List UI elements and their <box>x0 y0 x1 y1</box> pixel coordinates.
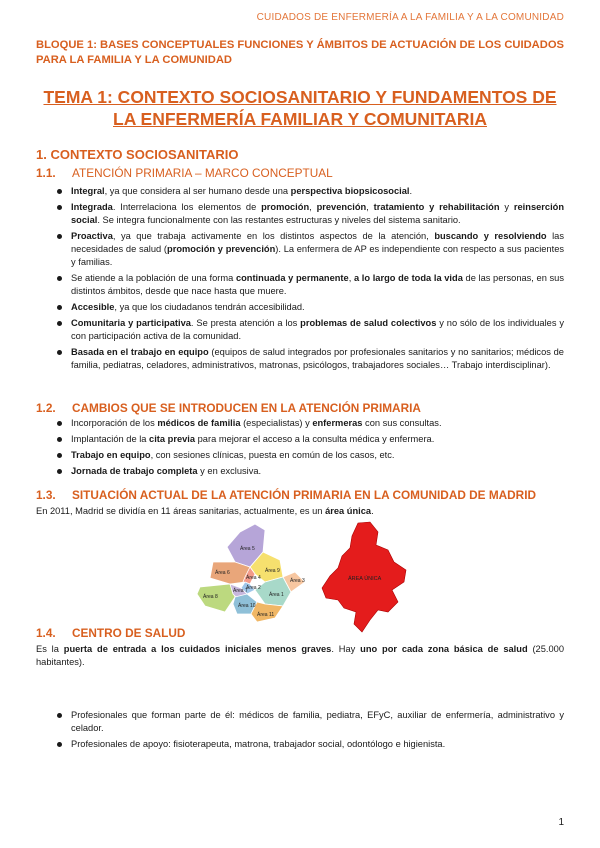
map-label: Área 7 <box>233 588 248 594</box>
list-item <box>56 230 564 269</box>
list-item <box>56 417 564 430</box>
text-run: y no sólo de los individuales y con participación activa de la comunidad. <box>71 318 564 341</box>
s14-list <box>56 709 564 754</box>
list-item <box>56 201 564 227</box>
list-item <box>56 185 564 198</box>
section-number: 1.1. <box>36 166 56 180</box>
text-run: área única <box>325 506 372 516</box>
text-run: enfermeras <box>312 418 363 428</box>
text-run: y <box>499 202 514 212</box>
map-label: Área 1 <box>269 592 284 598</box>
text-run: Profesionales que forman parte de él: médicos de familia, pediatra, EFyC, auxiliar de enfermería, administrativo y celador. <box>71 710 564 733</box>
list-item <box>56 465 564 478</box>
list-item <box>56 449 564 462</box>
section-title: SITUACIÓN ACTUAL DE LA ATENCIÓN PRIMARIA EN LA COMUNIDAD DE MADRID <box>72 488 536 502</box>
text-run: perspectiva biopsicosocial <box>290 186 410 196</box>
text-run: . <box>409 186 413 196</box>
section-1-heading: 1. CONTEXTO SOCIOSANITARIO <box>36 147 239 162</box>
map-label: Área 11 <box>257 612 275 618</box>
text-run: buscando y resolviendo <box>434 231 547 241</box>
text-run: reinserción social <box>71 202 565 225</box>
text-run: Basada en el trabajo en equipo <box>71 347 209 357</box>
text-run: Profesionales de apoyo: fisioterapeuta, matrona, trabajador social, odontólogo e higienista. <box>71 739 446 749</box>
text-run: continuada y permanente <box>235 273 349 283</box>
s11-list <box>56 185 564 375</box>
text-run: . <box>371 506 374 516</box>
text-run: (especialistas) y <box>240 418 313 428</box>
map-label: Área 8 <box>203 594 218 600</box>
madrid-single-area-map <box>318 520 410 635</box>
text-run: , con sesiones clínicas, puesta en común de los casos, etc. <box>150 450 395 460</box>
section-title: ATENCIÓN PRIMARIA – MARCO CONCEPTUAL <box>72 166 333 180</box>
map-label: Área 3 <box>290 578 305 584</box>
text-run: promoción <box>261 202 310 212</box>
list-item <box>56 272 564 298</box>
text-run: Accesible <box>71 302 115 312</box>
map-label: Área 6 <box>215 570 230 576</box>
text-run: Incorporación de los <box>71 418 158 428</box>
text-run: para mejorar el acceso a la consulta médica y enfermera. <box>195 434 435 444</box>
text-run: a lo largo de toda la vida <box>353 273 463 283</box>
text-run: las necesidades de salud ( <box>71 231 564 254</box>
text-run: En 2011, Madrid se dividía en 11 áreas sanitarias, actualmente, es un <box>36 506 326 516</box>
section-title: CAMBIOS QUE SE INTRODUCEN EN LA ATENCIÓN PRIMARIA <box>72 401 421 415</box>
list-item <box>56 317 564 343</box>
text-run: de las personas, en sus distintos ámbitos, desde que nace hasta que muere. <box>71 273 565 296</box>
list-item <box>56 301 564 314</box>
s13-paragraph <box>36 505 564 518</box>
text-run: Integral <box>71 186 105 196</box>
page-number: 1 <box>558 817 564 828</box>
list-item <box>56 709 564 735</box>
section-number: 1.4. <box>36 626 56 640</box>
text-run: (equipos de salud integrados por profesionales sanitarios y no sanitarios; médicos de familia, pediatras, celadores, administrativos, matronas, psicólogos, trabajadores sociales… Trabajo interdisciplinar). <box>71 347 564 370</box>
section-1-3-heading <box>36 488 536 502</box>
text-run: . Se integra funcionalmente con las restantes estructuras y niveles del sistema sanitario. <box>97 215 461 225</box>
text-run: Integrada <box>71 202 113 212</box>
list-item <box>56 433 564 446</box>
text-run: . Se presta atención a los <box>190 318 301 328</box>
block-title: BLOQUE 1: BASES CONCEPTUALES FUNCIONES Y ÁMBITOS DE ACTUACIÓN DE LOS CUIDADOS PARA LA FAMILIA Y LA COMUNIDAD <box>36 39 564 66</box>
section-title: CENTRO DE SALUD <box>72 626 186 640</box>
section-1-4-heading <box>36 626 185 640</box>
text-run: (25.000 habitantes). <box>36 644 564 667</box>
main-title: TEMA 1: CONTEXTO SOCIOSANITARIO Y FUNDAMENTOS DE LA ENFERMERÍA FAMILIAR Y COMUNITARIA <box>43 87 557 129</box>
map-label: Área 9 <box>265 568 280 574</box>
map-label: Área 10 <box>238 603 256 609</box>
section-number: 1.3. <box>36 488 56 502</box>
section-number: 1.2. <box>36 401 56 415</box>
text-run: Proactiva <box>71 231 113 241</box>
text-run: Jornada de trabajo completa <box>71 466 198 476</box>
map-label: Área 5 <box>240 546 255 552</box>
text-run: prevención <box>316 202 367 212</box>
text-run: Comunitaria y participativa <box>71 318 191 328</box>
map-label: Área 4 <box>246 575 261 581</box>
text-run: , <box>309 202 317 212</box>
map-label: Área 2 <box>246 585 261 591</box>
section-1-2-heading <box>36 401 421 415</box>
text-run: . Hay <box>331 644 361 654</box>
text-run: Es la <box>36 644 64 654</box>
text-run: , ya que trabaja activamente en los distintos aspectos de la atención, <box>112 231 435 241</box>
text-run: ). La enfermera de AP es independiente con respecto a sus pacientes y familias. <box>71 244 565 267</box>
text-run: , <box>366 202 374 212</box>
text-run: Se atiende a la población de una forma <box>71 273 236 283</box>
text-run: puerta de entrada a los cuidados iniciales menos graves <box>63 644 332 654</box>
list-item <box>56 346 564 372</box>
text-run: uno por cada zona básica de salud <box>360 644 528 654</box>
text-run: y en exclusiva. <box>197 466 262 476</box>
text-run: Trabajo en equipo <box>71 450 151 460</box>
text-run: problemas de salud colectivos <box>300 318 437 328</box>
s12-list <box>56 417 564 481</box>
text-run: Implantación de la <box>71 434 150 444</box>
text-run: . Interrelaciona los elementos de <box>112 202 262 212</box>
text-run: , ya que considera al ser humano desde una <box>104 186 291 196</box>
text-run: médicos de familia <box>157 418 241 428</box>
text-run: , ya que los ciudadanos tendrán accesibilidad. <box>114 302 305 312</box>
text-run: tratamiento y rehabilitación <box>373 202 500 212</box>
text-run: cita previa <box>149 434 196 444</box>
text-run: promoción y prevención <box>167 244 276 254</box>
map-unique-label: ÁREA ÚNICA <box>348 576 382 582</box>
text-run: con sus consultas. <box>362 418 442 428</box>
list-item <box>56 738 564 751</box>
text-run: , <box>348 273 354 283</box>
s14-paragraph <box>36 643 564 669</box>
running-header: CUIDADOS DE ENFERMERÍA A LA FAMILIA Y A LA COMUNIDAD <box>256 12 564 23</box>
section-1-1-heading <box>36 166 333 180</box>
